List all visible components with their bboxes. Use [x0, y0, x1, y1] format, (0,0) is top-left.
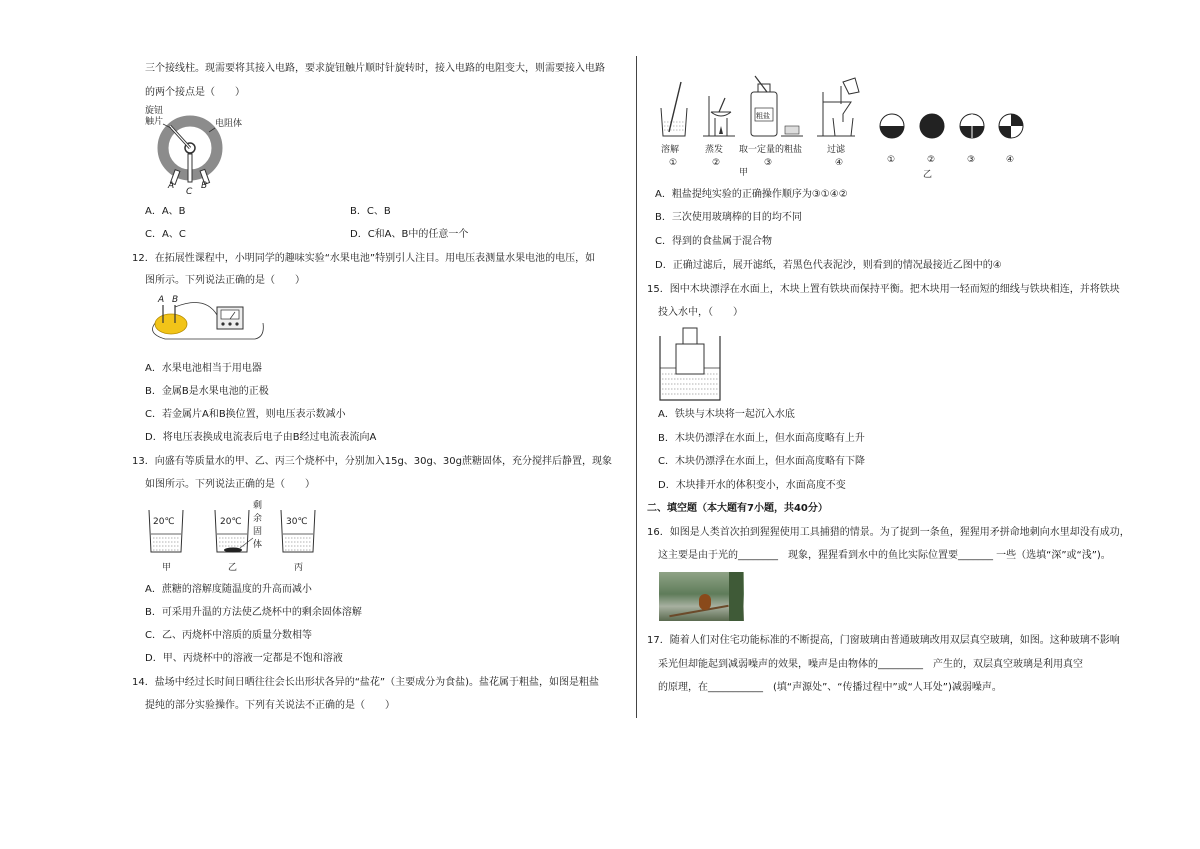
q14-option-a[interactable]: A．粗盐提纯实验的正确操作顺序为③①④② [655, 189, 848, 200]
q13-beaker-2-temp: 20℃ [220, 517, 242, 527]
q11-option-d[interactable]: D．C和A、B中的任意一个 [350, 229, 469, 240]
q14-yi-num-1: ① [887, 155, 896, 165]
q14-yi-num-4: ④ [1006, 155, 1015, 165]
q13-stem-line-2: 如图所示。下列说法正确的是（ ） [145, 479, 315, 490]
q11-resistor-label: 电阻体 [215, 119, 243, 129]
column-divider [636, 56, 637, 718]
q12-option-c[interactable]: C．若金属片A和B换位置，则电压表示数减小 [145, 409, 346, 420]
q12-fruit-battery-figure [145, 293, 270, 343]
q15-option-c[interactable]: C．木块仍漂浮在水面上，但水面高度略有下降 [658, 456, 865, 467]
q13-remain-char-1: 剩 [253, 501, 263, 511]
q17-line-1: 17．随着人们对住宅功能标准的不断提高，门窗玻璃由普通玻璃改用双层真空玻璃，如图。这种玻璃不影响 [647, 635, 1120, 646]
q14-stem-line-1: 14．盐场中经过长时间日晒往往会长出形状各异的“盐花”（主要成分为食盐)。盐花属于粗盐，如图是粗盐 [132, 677, 599, 688]
q14-op-4-label: 过滤 [827, 145, 846, 155]
q11-stem-line-2: 的两个接点是（ ） [145, 87, 245, 98]
q13-beaker-1-name: 甲 [162, 563, 172, 573]
q14-option-b[interactable]: B．三次使用玻璃棒的目的均不同 [655, 212, 802, 223]
q14-op-2-label: 蒸发 [705, 145, 724, 155]
q12-option-b[interactable]: B．金属B是水果电池的正极 [145, 386, 269, 397]
q12-stem-line-1: 12．在拓展性课程中，小明同学的趣味实验“水果电池”特别引人注目。用电压表测量水果电池的电压，如 [132, 253, 596, 264]
q11-knob-label-2: 触片 [145, 117, 164, 127]
q15-floating-block-figure [658, 326, 723, 402]
q12-electrode-a: A [158, 295, 165, 305]
q11-knob-label-1: 旋钮 [145, 106, 164, 116]
q13-beakers-figure [145, 498, 330, 578]
q14-figure-yi-label: 乙 [923, 170, 933, 180]
q14-salt-purification-figure [655, 62, 1035, 180]
q11-option-a[interactable]: A．A、B [145, 206, 186, 217]
q13-remain-char-3: 固 [253, 527, 263, 537]
q16-photo-tree [729, 572, 743, 621]
q11-terminal-c: C [186, 187, 193, 197]
q13-remain-char-2: 余 [253, 514, 263, 524]
q15-stem-line-2: 投入水中，（ ） [658, 307, 743, 318]
q13-beaker-3-name: 丙 [294, 563, 304, 573]
q13-beaker-2-name: 乙 [228, 563, 238, 573]
q14-yi-num-2: ② [927, 155, 936, 165]
q17-line-2: 采光但却能起到减弱噪声的效果，噪声是由物体的_________ 产生的，双层真空玻璃是利用真空 [658, 659, 1083, 670]
q14-jar-label: 粗盐 [756, 112, 770, 120]
q13-option-d[interactable]: D．甲、丙烧杯中的溶液一定都是不饱和溶液 [145, 653, 343, 664]
q14-stem-line-2: 提纯的部分实验操作。下列有关说法不正确的是（ ） [145, 700, 395, 711]
q16-line-1: 16．如图是人类首次拍到猩猩使用工具捕猎的情景。为了捉到一条鱼，猩猩用矛拼命地刺向水里却没有成功， [647, 527, 1130, 538]
q16-photo-ape [699, 594, 711, 610]
q14-yi-num-3: ③ [967, 155, 976, 165]
q12-stem-line-2: 图所示。下列说法正确的是（ ） [145, 275, 305, 286]
q13-stem-line-1: 13．向盛有等质量水的甲、乙、丙三个烧杯中，分别加入15g、30g、30g蔗糖固体，充分搅拌后静置，现象 [132, 456, 612, 467]
q13-option-a[interactable]: A．蔗糖的溶解度随温度的升高而减小 [145, 584, 312, 595]
q16-ape-photo [659, 572, 744, 621]
q13-remain-char-4: 体 [253, 540, 263, 550]
q14-jia-num-1: ① [669, 158, 678, 168]
q14-figure-jia-label: 甲 [739, 168, 749, 178]
q15-option-a[interactable]: A．铁块与木块将一起沉入水底 [658, 409, 795, 420]
q13-beaker-1-temp: 20℃ [153, 517, 175, 527]
q14-option-d[interactable]: D．正确过滤后，展开滤纸，若黑色代表泥沙，则看到的情况最接近乙图中的④ [655, 260, 1002, 271]
q13-beaker-3-temp: 30℃ [286, 517, 308, 527]
q12-option-a[interactable]: A．水果电池相当于用电器 [145, 363, 262, 374]
q11-terminal-a: A [168, 181, 175, 191]
q14-jia-num-2: ② [712, 158, 721, 168]
q15-option-d[interactable]: D．木块排开水的体积变小，水面高度不变 [658, 480, 846, 491]
q14-jia-num-4: ④ [835, 158, 844, 168]
q14-option-c[interactable]: C．得到的食盐属于混合物 [655, 236, 772, 247]
q14-op-3-label: 取一定量的粗盐 [739, 145, 803, 155]
q11-potentiometer-figure [145, 104, 255, 196]
q13-option-c[interactable]: C．乙、丙烧杯中溶质的质量分数相等 [145, 630, 312, 641]
q15-stem-line-1: 15．图中木块漂浮在水面上，木块上置有铁块而保持平衡。把木块用一轻而短的细线与铁块相连，并将铁块 [647, 284, 1120, 295]
q11-stem-line-1: 三个接线柱。现需要将其接入电路，要求旋钮触片顺时针旋转时，接入电路的电阻变大，则需要接入电路 [145, 63, 605, 74]
q11-terminal-b: B [201, 181, 208, 191]
q11-option-c[interactable]: C．A、C [145, 229, 186, 240]
section-title: 二、填空题（本大题有7小题，共40分） [647, 503, 828, 514]
q12-option-d[interactable]: D．将电压表换成电流表后电子由B经过电流表流向A [145, 432, 377, 443]
q16-line-2: 这主要是由于光的________ 现象，猩猩看到水中的鱼比实际位置要_______ 一些（选填“深”或“浅”)。 [658, 550, 1111, 561]
q15-option-b[interactable]: B．木块仍漂浮在水面上，但水面高度略有上升 [658, 433, 865, 444]
q17-line-3: 的原理，在___________ (填“声源处”、“传播过程中”或“人耳处”)减弱噪声。 [658, 682, 1002, 693]
q14-jia-num-3: ③ [764, 158, 773, 168]
q14-op-1-label: 溶解 [661, 145, 680, 155]
q11-option-b[interactable]: B．C、B [350, 206, 391, 217]
q12-electrode-b: B [172, 295, 179, 305]
q13-option-b[interactable]: B．可采用升温的方法使乙烧杯中的剩余固体溶解 [145, 607, 362, 618]
